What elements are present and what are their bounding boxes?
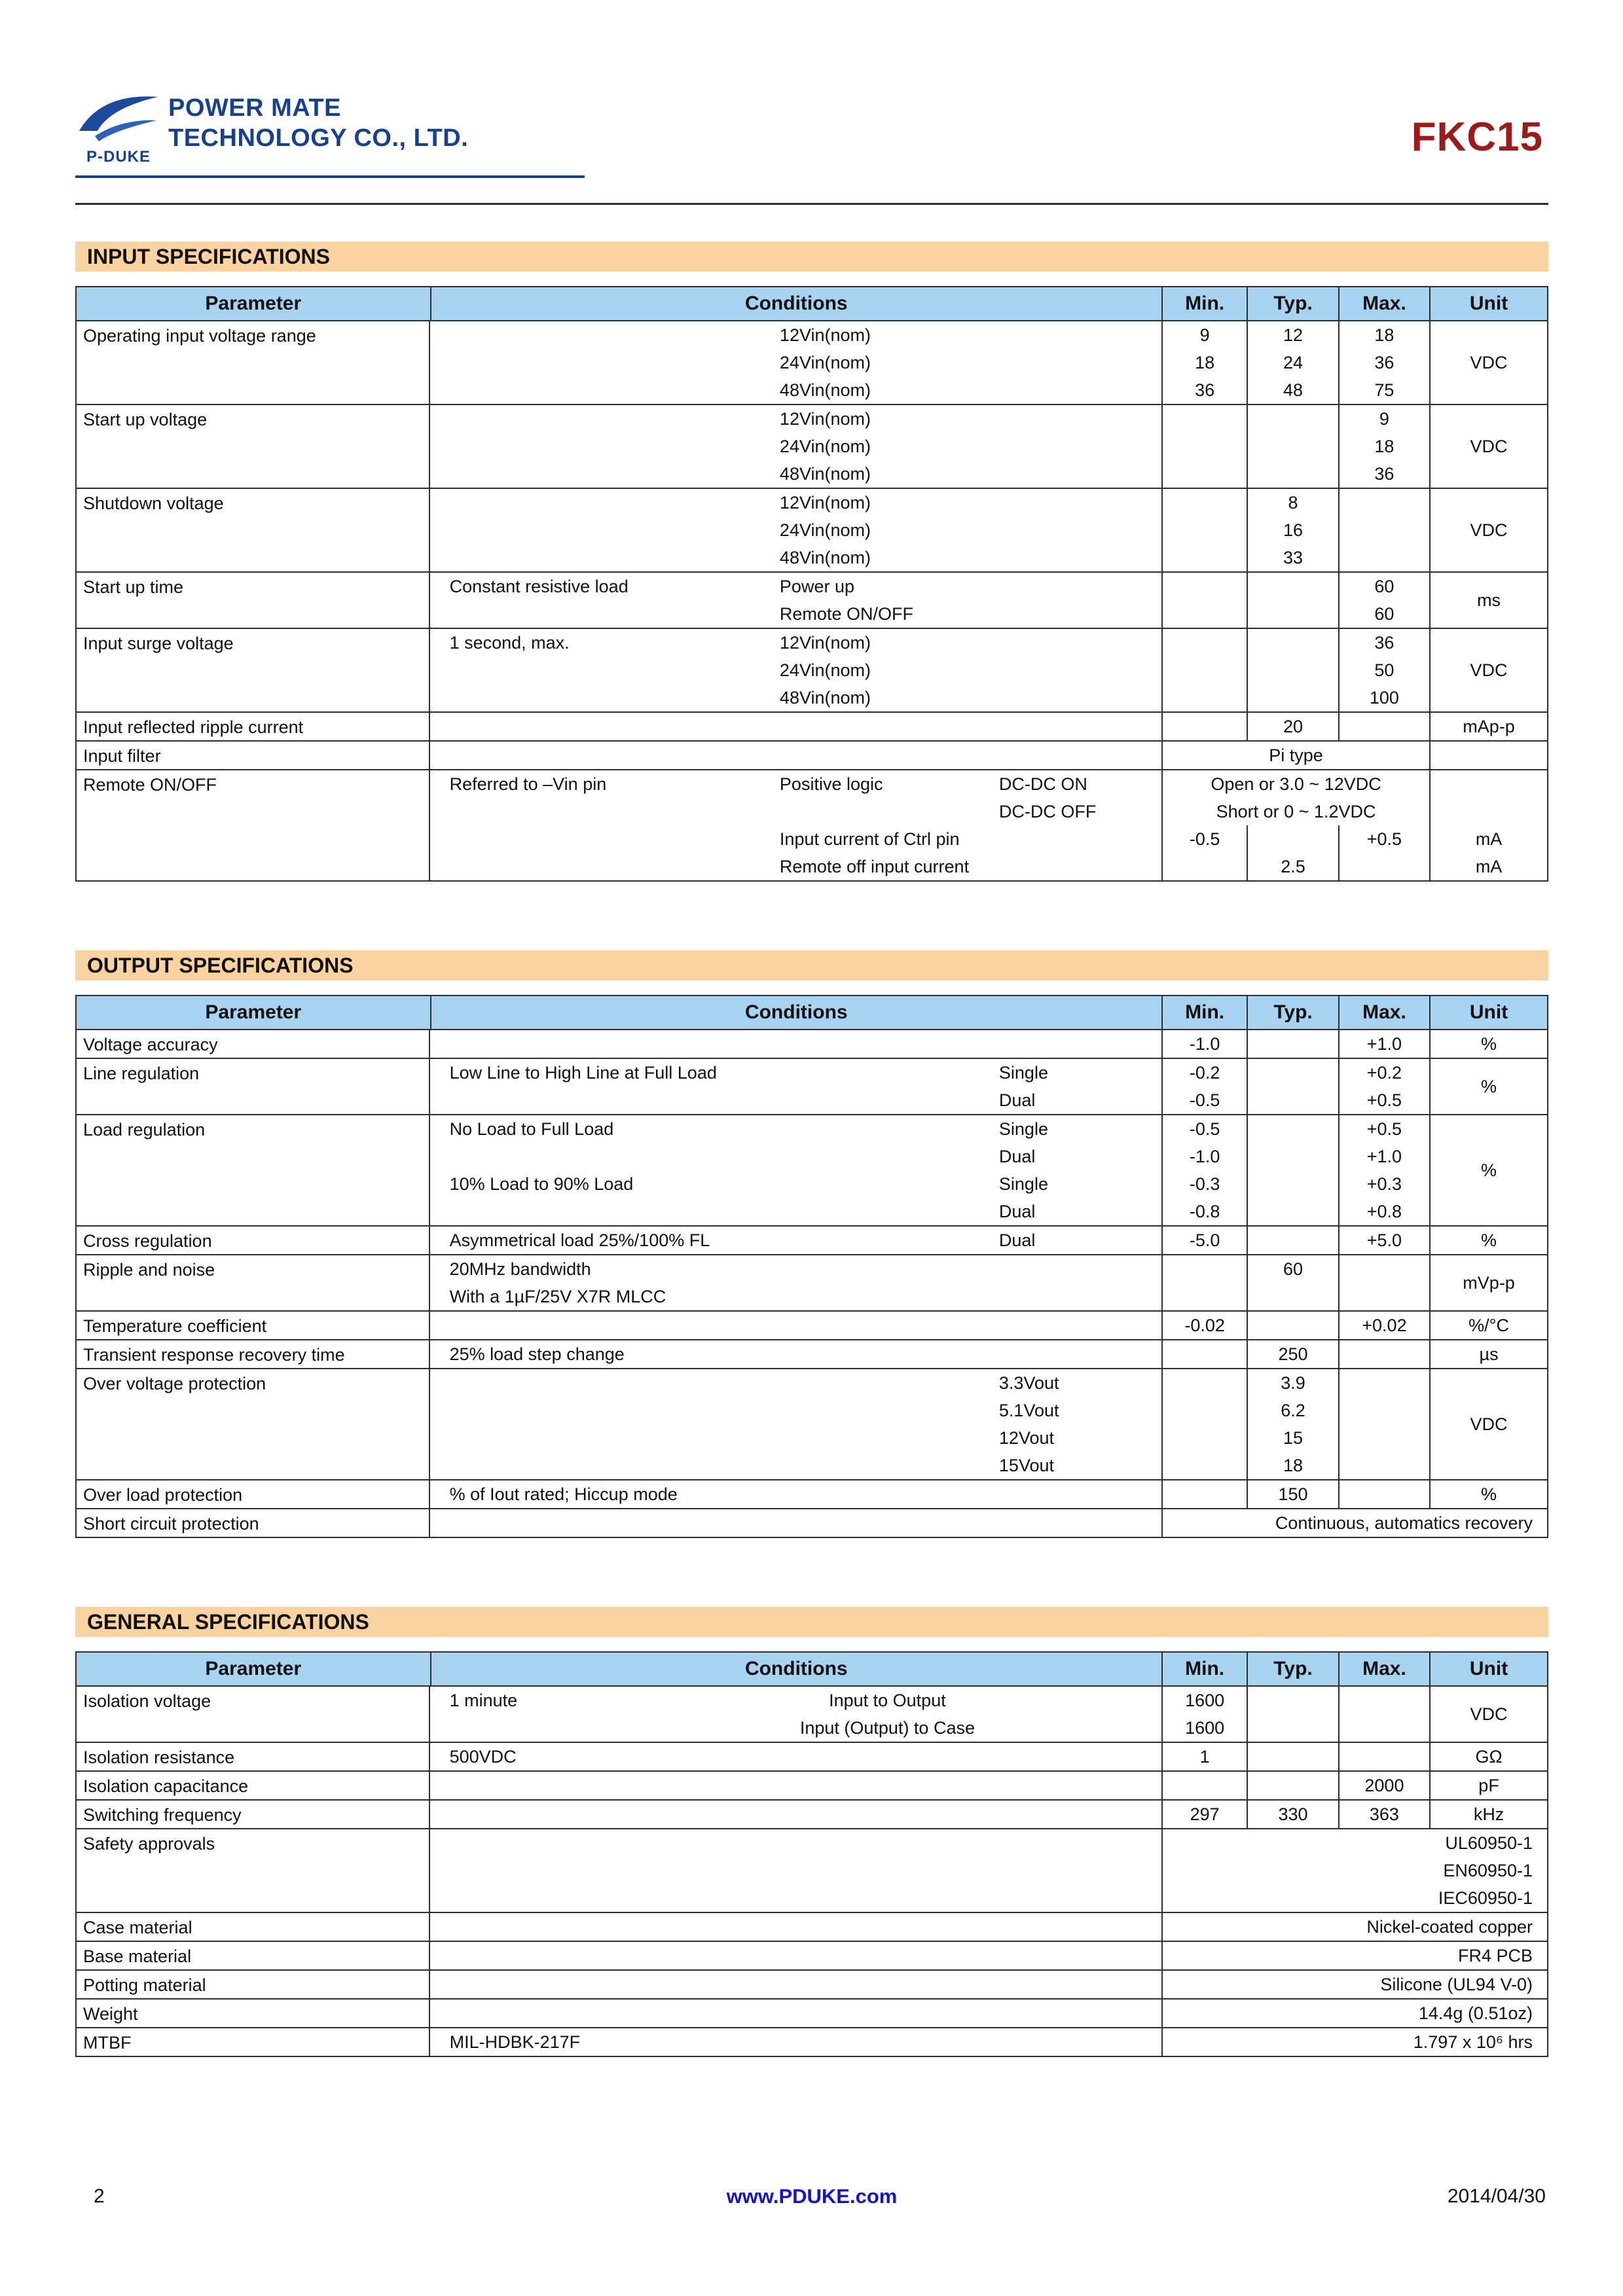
- condition-cell: Referred to –Vin pin: [449, 774, 607, 794]
- parameter-cell: Input surge voltage: [77, 629, 430, 711]
- min-value-cell: [1161, 544, 1247, 571]
- max-value-cell: 60: [1338, 600, 1429, 628]
- section-input-specifications: [75, 242, 1548, 882]
- condition-cell: 500VDC: [449, 1746, 517, 1767]
- max-value-cell: [1338, 1424, 1429, 1452]
- parameter-cell: Transient response recovery time: [77, 1340, 430, 1368]
- min-value-cell: -0.02: [1161, 1312, 1247, 1339]
- min-value-cell: [1161, 629, 1247, 656]
- unit-cell: %: [1429, 1059, 1547, 1114]
- min-value-cell: -5.0: [1161, 1227, 1247, 1254]
- parameter-cell: Input filter: [77, 742, 430, 769]
- typ-value-cell: 150: [1247, 1480, 1338, 1508]
- max-value-cell: 363: [1338, 1801, 1429, 1828]
- column-header: Min.: [1161, 287, 1247, 320]
- spanned-value-cell: EN60950-1: [1161, 1857, 1547, 1884]
- column-header: Typ.: [1247, 996, 1338, 1029]
- column-header: Max.: [1338, 287, 1429, 320]
- unit-cell: mVp-p: [1429, 1255, 1547, 1310]
- unit-cell: %: [1429, 1227, 1547, 1254]
- max-value-cell: +0.2: [1338, 1059, 1429, 1086]
- parameter-cell: Weight: [77, 2000, 430, 2027]
- max-value-cell: 36: [1338, 460, 1429, 488]
- unit-cell: %: [1429, 1480, 1547, 1508]
- spec-row-group: [77, 1508, 1547, 1537]
- min-value-cell: [1161, 1397, 1247, 1424]
- table-header-row: [77, 287, 1547, 320]
- min-value-cell: -1.0: [1161, 1143, 1247, 1170]
- condition-cell: With a 1µF/25V X7R MLCC: [449, 1286, 666, 1306]
- unit-cell: %: [1429, 1115, 1547, 1225]
- spec-row-group: [77, 1339, 1547, 1368]
- condition-cell: 48Vin(nom): [779, 463, 871, 484]
- column-header: Parameter: [205, 293, 302, 314]
- typ-value-cell: [1247, 1772, 1338, 1799]
- condition-cell: 1 minute: [449, 1690, 518, 1710]
- typ-value-cell: [1247, 1312, 1338, 1339]
- max-value-cell: [1338, 1452, 1429, 1479]
- spec-row-group: [77, 2027, 1547, 2056]
- min-value-cell: -1.0: [1161, 1030, 1247, 1058]
- typ-value-cell: [1247, 1227, 1338, 1254]
- spec-row-group: [77, 1799, 1547, 1828]
- condition-cell: 24Vin(nom): [779, 436, 871, 456]
- typ-value-cell: [1247, 629, 1338, 656]
- min-value-cell: -0.5: [1161, 1115, 1247, 1143]
- max-value-cell: 100: [1338, 684, 1429, 711]
- parameter-cell: Remote ON/OFF: [77, 770, 430, 880]
- condition-cell: No Load to Full Load: [449, 1119, 614, 1139]
- max-value-cell: 9: [1338, 405, 1429, 433]
- table-header-row: [77, 996, 1547, 1029]
- logo-wordmark: P-DUKE: [86, 148, 151, 166]
- typ-value-cell: 8: [1247, 489, 1338, 516]
- typ-value-cell: [1247, 600, 1338, 628]
- condition-cell: Low Line to High Line at Full Load: [449, 1062, 717, 1083]
- max-value-cell: 18: [1338, 321, 1429, 349]
- min-value-cell: [1161, 1369, 1247, 1397]
- spec-row-group: [77, 1254, 1547, 1310]
- spanned-value-cell: Continuous, automatics recovery: [1161, 1509, 1547, 1537]
- min-value-cell: [1161, 1772, 1247, 1799]
- typ-value-cell: [1247, 684, 1338, 711]
- spec-row-group: [77, 740, 1547, 769]
- parameter-cell: Ripple and noise: [77, 1255, 430, 1310]
- condition-cell: 24Vin(nom): [779, 352, 871, 372]
- condition-cell: Single: [998, 1174, 1048, 1194]
- max-value-cell: +0.02: [1338, 1312, 1429, 1339]
- condition-cell: 48Vin(nom): [779, 547, 871, 567]
- max-value-cell: [1338, 713, 1429, 740]
- unit-cell: [1429, 742, 1547, 769]
- max-value-cell: +0.5: [1338, 1086, 1429, 1114]
- spec-row-group: [77, 488, 1547, 571]
- typ-value-cell: 3.9: [1247, 1369, 1338, 1397]
- unit-cell: µs: [1429, 1340, 1547, 1368]
- unit-cell: VDC: [1429, 489, 1547, 571]
- condition-cell: Single: [998, 1062, 1048, 1083]
- page-header: [75, 92, 1548, 203]
- condition-cell: Input to Output: [829, 1690, 946, 1710]
- condition-cell: 5.1Vout: [998, 1400, 1059, 1420]
- typ-value-cell: [1247, 1743, 1338, 1770]
- column-header: Unit: [1429, 287, 1547, 320]
- condition-cell: 25% load step change: [449, 1344, 625, 1364]
- condition-cell: Remote off input current: [779, 856, 970, 876]
- max-value-cell: [1338, 489, 1429, 516]
- column-header: Max.: [1338, 1653, 1429, 1685]
- min-value-cell: [1161, 460, 1247, 488]
- parameter-cell: Over load protection: [77, 1480, 430, 1508]
- min-value-cell: -0.8: [1161, 1198, 1247, 1225]
- spec-row-group: [77, 1058, 1547, 1114]
- condition-cell: Single: [998, 1119, 1048, 1139]
- unit-cell: VDC: [1429, 629, 1547, 711]
- max-value-cell: [1338, 1743, 1429, 1770]
- min-value-cell: -0.5: [1161, 1086, 1247, 1114]
- spanned-value-cell: FR4 PCB: [1161, 1942, 1547, 1969]
- output-specifications-table: [75, 995, 1548, 1538]
- column-header: Min.: [1161, 996, 1247, 1029]
- parameter-cell: Input reflected ripple current: [77, 713, 430, 740]
- column-header: Max.: [1338, 996, 1429, 1029]
- max-value-cell: [1338, 1397, 1429, 1424]
- min-value-cell: [1161, 1283, 1247, 1310]
- max-value-cell: 36: [1338, 629, 1429, 656]
- condition-cell: MIL-HDBK-217F: [449, 2032, 581, 2052]
- condition-cell: Dual: [998, 1201, 1036, 1221]
- spanned-value-cell: 1.797 x 10⁶ hrs: [1161, 2028, 1547, 2056]
- max-value-cell: 18: [1338, 433, 1429, 460]
- condition-cell: 12Vin(nom): [779, 408, 871, 429]
- parameter-cell: Isolation voltage: [77, 1687, 430, 1742]
- pduke-logo-icon: [75, 92, 162, 144]
- column-header: Min.: [1161, 1653, 1247, 1685]
- typ-value-cell: [1247, 656, 1338, 684]
- min-value-cell: [1161, 1480, 1247, 1508]
- max-value-cell: [1338, 1369, 1429, 1397]
- parameter-cell: Operating input voltage range: [77, 321, 430, 404]
- header-divider: [75, 203, 1548, 205]
- unit-cell: VDC: [1429, 321, 1547, 404]
- spanned-value-cell: IEC60950-1: [1161, 1884, 1547, 1912]
- typ-value-cell: 12: [1247, 321, 1338, 349]
- parameter-cell: Load regulation: [77, 1115, 430, 1225]
- column-header: Parameter: [205, 1658, 302, 1679]
- column-header: Conditions: [430, 996, 1161, 1029]
- min-value-cell: [1161, 684, 1247, 711]
- max-value-cell: 60: [1338, 573, 1429, 600]
- parameter-cell: Isolation capacitance: [77, 1772, 430, 1799]
- spec-row-group: [77, 1225, 1547, 1254]
- unit-cell: %: [1429, 1030, 1547, 1058]
- unit-cell: pF: [1429, 1772, 1547, 1799]
- spec-row-group: [77, 1368, 1547, 1479]
- typ-value-cell: [1247, 573, 1338, 600]
- min-value-cell: 1: [1161, 1743, 1247, 1770]
- condition-cell: Input (Output) to Case: [799, 1717, 975, 1738]
- spec-row-group: [77, 1828, 1547, 1912]
- min-value-cell: [1161, 1424, 1247, 1452]
- company-name-line2: TECHNOLOGY CO., LTD.: [168, 124, 469, 152]
- parameter-cell: MTBF: [77, 2028, 430, 2056]
- unit-cell: VDC: [1429, 1687, 1547, 1742]
- spec-row-group: [77, 1742, 1547, 1770]
- condition-cell: Asymmetrical load 25%/100% FL: [449, 1230, 710, 1250]
- typ-value-cell: [1247, 1198, 1338, 1225]
- parameter-cell: Base material: [77, 1942, 430, 1969]
- condition-cell: Dual: [998, 1090, 1036, 1110]
- parameter-cell: Case material: [77, 1913, 430, 1941]
- condition-cell: 20MHz bandwidth: [449, 1259, 591, 1279]
- unit-cell: [1429, 798, 1547, 825]
- condition-cell: Dual: [998, 1146, 1036, 1166]
- condition-cell: 10% Load to 90% Load: [449, 1174, 634, 1194]
- spec-row-group: [77, 628, 1547, 711]
- max-value-cell: +0.3: [1338, 1170, 1429, 1198]
- unit-cell: GΩ: [1429, 1743, 1547, 1770]
- condition-cell: 24Vin(nom): [779, 520, 871, 540]
- spec-row-group: [77, 404, 1547, 488]
- typ-value-cell: [1247, 1170, 1338, 1198]
- min-value-cell: 18: [1161, 349, 1247, 376]
- spanned-value-cell: Short or 0 ~ 1.2VDC: [1161, 798, 1429, 825]
- section-output-specifications: [75, 950, 1548, 1538]
- parameter-cell: Potting material: [77, 1971, 430, 1998]
- condition-cell: % of Iout rated; Hiccup mode: [449, 1484, 678, 1504]
- parameter-cell: Safety approvals: [77, 1829, 430, 1912]
- condition-cell: 12Vout: [998, 1427, 1054, 1448]
- unit-cell: %/°C: [1429, 1312, 1547, 1339]
- spanned-value-cell: UL60950-1: [1161, 1829, 1547, 1857]
- min-value-cell: [1161, 1255, 1247, 1283]
- max-value-cell: 36: [1338, 349, 1429, 376]
- table-header-row: [77, 1653, 1547, 1685]
- typ-value-cell: 15: [1247, 1424, 1338, 1452]
- section-title-input: INPUT SPECIFICATIONS: [75, 242, 1548, 272]
- page-number: 2: [94, 2185, 105, 2207]
- condition-cell: Input current of Ctrl pin: [779, 829, 960, 849]
- typ-value-cell: 20: [1247, 713, 1338, 740]
- spec-row-group: [77, 1998, 1547, 2027]
- unit-cell: mAp-p: [1429, 713, 1547, 740]
- page-footer: [75, 2185, 1548, 2208]
- spanned-value-cell: Pi type: [1161, 742, 1429, 769]
- max-value-cell: [1338, 1714, 1429, 1742]
- max-value-cell: +0.5: [1338, 1115, 1429, 1143]
- min-value-cell: -0.2: [1161, 1059, 1247, 1086]
- parameter-cell: Isolation resistance: [77, 1743, 430, 1770]
- max-value-cell: [1338, 1687, 1429, 1714]
- typ-value-cell: 33: [1247, 544, 1338, 571]
- column-header: Typ.: [1247, 1653, 1338, 1685]
- max-value-cell: +1.0: [1338, 1143, 1429, 1170]
- spec-row-group: [77, 1310, 1547, 1339]
- website-link[interactable]: www.PDUKE.com: [726, 2185, 898, 2208]
- min-value-cell: 9: [1161, 321, 1247, 349]
- max-value-cell: +1.0: [1338, 1030, 1429, 1058]
- condition-cell: Dual: [998, 1230, 1036, 1250]
- spec-row-group: [77, 769, 1547, 880]
- part-number: FKC15: [1411, 115, 1543, 160]
- date: 2014/04/30: [1447, 2185, 1546, 2207]
- max-value-cell: [1338, 1283, 1429, 1310]
- condition-cell: 48Vin(nom): [779, 687, 871, 708]
- typ-value-cell: [1247, 405, 1338, 433]
- parameter-cell: Temperature coefficient: [77, 1312, 430, 1339]
- min-value-cell: [1161, 489, 1247, 516]
- max-value-cell: +0.8: [1338, 1198, 1429, 1225]
- condition-cell: Remote ON/OFF: [779, 603, 913, 624]
- min-value-cell: 1600: [1161, 1714, 1247, 1742]
- section-title-general: GENERAL SPECIFICATIONS: [75, 1607, 1548, 1637]
- parameter-cell: Voltage accuracy: [77, 1030, 430, 1058]
- max-value-cell: +0.5: [1338, 825, 1429, 853]
- typ-value-cell: 18: [1247, 1452, 1338, 1479]
- max-value-cell: 75: [1338, 376, 1429, 404]
- spec-row-group: [77, 1114, 1547, 1225]
- typ-value-cell: [1247, 1030, 1338, 1058]
- max-value-cell: 2000: [1338, 1772, 1429, 1799]
- typ-value-cell: [1247, 825, 1338, 853]
- unit-cell: mA: [1429, 825, 1547, 853]
- condition-cell: 12Vin(nom): [779, 632, 871, 653]
- spec-row-group: [77, 1770, 1547, 1799]
- min-value-cell: [1161, 713, 1247, 740]
- min-value-cell: [1161, 405, 1247, 433]
- min-value-cell: 1600: [1161, 1687, 1247, 1714]
- parameter-cell: Over voltage protection: [77, 1369, 430, 1479]
- typ-value-cell: [1247, 460, 1338, 488]
- max-value-cell: 50: [1338, 656, 1429, 684]
- typ-value-cell: [1247, 1714, 1338, 1742]
- typ-value-cell: 24: [1247, 349, 1338, 376]
- min-value-cell: [1161, 853, 1247, 880]
- column-header: Typ.: [1247, 287, 1338, 320]
- spanned-value-cell: Open or 3.0 ~ 12VDC: [1161, 770, 1429, 798]
- spanned-value-cell: Nickel-coated copper: [1161, 1913, 1547, 1941]
- unit-cell: [1429, 770, 1547, 798]
- condition-cell: Positive logic: [779, 774, 883, 794]
- parameter-cell: Switching frequency: [77, 1801, 430, 1828]
- spec-row-group: [77, 1969, 1547, 1998]
- unit-cell: kHz: [1429, 1801, 1547, 1828]
- condition-cell: Constant resistive load: [449, 576, 629, 596]
- column-header: Parameter: [205, 1001, 302, 1023]
- condition-cell: Power up: [779, 576, 854, 596]
- typ-value-cell: [1247, 1059, 1338, 1086]
- condition-cell: 3.3Vout: [998, 1372, 1059, 1393]
- parameter-cell: Short circuit protection: [77, 1509, 430, 1537]
- typ-value-cell: [1247, 1283, 1338, 1310]
- section-title-output: OUTPUT SPECIFICATIONS: [75, 950, 1548, 980]
- input-specifications-table: [75, 286, 1548, 882]
- min-value-cell: -0.3: [1161, 1170, 1247, 1198]
- max-value-cell: [1338, 516, 1429, 544]
- spec-row-group: [77, 1479, 1547, 1508]
- spanned-value-cell: 14.4g (0.51oz): [1161, 2000, 1547, 2027]
- typ-value-cell: 250: [1247, 1340, 1338, 1368]
- parameter-cell: Line regulation: [77, 1059, 430, 1114]
- unit-cell: VDC: [1429, 1369, 1547, 1479]
- typ-value-cell: 60: [1247, 1255, 1338, 1283]
- column-header: Unit: [1429, 996, 1547, 1029]
- min-value-cell: [1161, 600, 1247, 628]
- max-value-cell: [1338, 544, 1429, 571]
- spec-row-group: [77, 1941, 1547, 1969]
- typ-value-cell: 48: [1247, 376, 1338, 404]
- min-value-cell: [1161, 1452, 1247, 1479]
- condition-cell: 48Vin(nom): [779, 380, 871, 400]
- unit-cell: ms: [1429, 573, 1547, 628]
- typ-value-cell: [1247, 433, 1338, 460]
- min-value-cell: [1161, 433, 1247, 460]
- typ-value-cell: [1247, 1143, 1338, 1170]
- spanned-value-cell: Silicone (UL94 V-0): [1161, 1971, 1547, 1998]
- typ-value-cell: 2.5: [1247, 853, 1338, 880]
- spec-row-group: [77, 1029, 1547, 1058]
- min-value-cell: [1161, 656, 1247, 684]
- parameter-cell: Shutdown voltage: [77, 489, 430, 571]
- parameter-cell: Cross regulation: [77, 1227, 430, 1254]
- typ-value-cell: 330: [1247, 1801, 1338, 1828]
- parameter-cell: Start up voltage: [77, 405, 430, 488]
- typ-value-cell: [1247, 1086, 1338, 1114]
- spec-row-group: [77, 711, 1547, 740]
- company-name: [168, 93, 468, 153]
- min-value-cell: 297: [1161, 1801, 1247, 1828]
- general-specifications-table: [75, 1651, 1548, 2057]
- condition-cell: 12Vin(nom): [779, 492, 871, 512]
- max-value-cell: [1338, 1340, 1429, 1368]
- min-value-cell: 36: [1161, 376, 1247, 404]
- column-header: Conditions: [430, 1653, 1161, 1685]
- unit-cell: mA: [1429, 853, 1547, 880]
- spec-row-group: [77, 571, 1547, 628]
- typ-value-cell: [1247, 1115, 1338, 1143]
- typ-value-cell: [1247, 1687, 1338, 1714]
- min-value-cell: [1161, 516, 1247, 544]
- unit-cell: VDC: [1429, 405, 1547, 488]
- condition-cell: DC-DC OFF: [998, 801, 1097, 821]
- min-value-cell: [1161, 573, 1247, 600]
- max-value-cell: [1338, 1480, 1429, 1508]
- typ-value-cell: 6.2: [1247, 1397, 1338, 1424]
- parameter-cell: Start up time: [77, 573, 430, 628]
- company-name-line1: POWER MATE: [168, 94, 341, 122]
- min-value-cell: [1161, 1340, 1247, 1368]
- spec-row-group: [77, 320, 1547, 404]
- spec-row-group: [77, 1685, 1547, 1742]
- max-value-cell: +5.0: [1338, 1227, 1429, 1254]
- min-value-cell: -0.5: [1161, 825, 1247, 853]
- condition-cell: 1 second, max.: [449, 632, 570, 653]
- condition-cell: 24Vin(nom): [779, 660, 871, 680]
- condition-cell: 15Vout: [998, 1455, 1054, 1475]
- spec-row-group: [77, 1912, 1547, 1941]
- brand-underline: [75, 175, 585, 178]
- condition-cell: 12Vin(nom): [779, 325, 871, 345]
- max-value-cell: [1338, 1255, 1429, 1283]
- typ-value-cell: 16: [1247, 516, 1338, 544]
- max-value-cell: [1338, 853, 1429, 880]
- condition-cell: DC-DC ON: [998, 774, 1087, 794]
- section-general-specifications: [75, 1607, 1548, 2057]
- column-header: Unit: [1429, 1653, 1547, 1685]
- column-header: Conditions: [430, 287, 1161, 320]
